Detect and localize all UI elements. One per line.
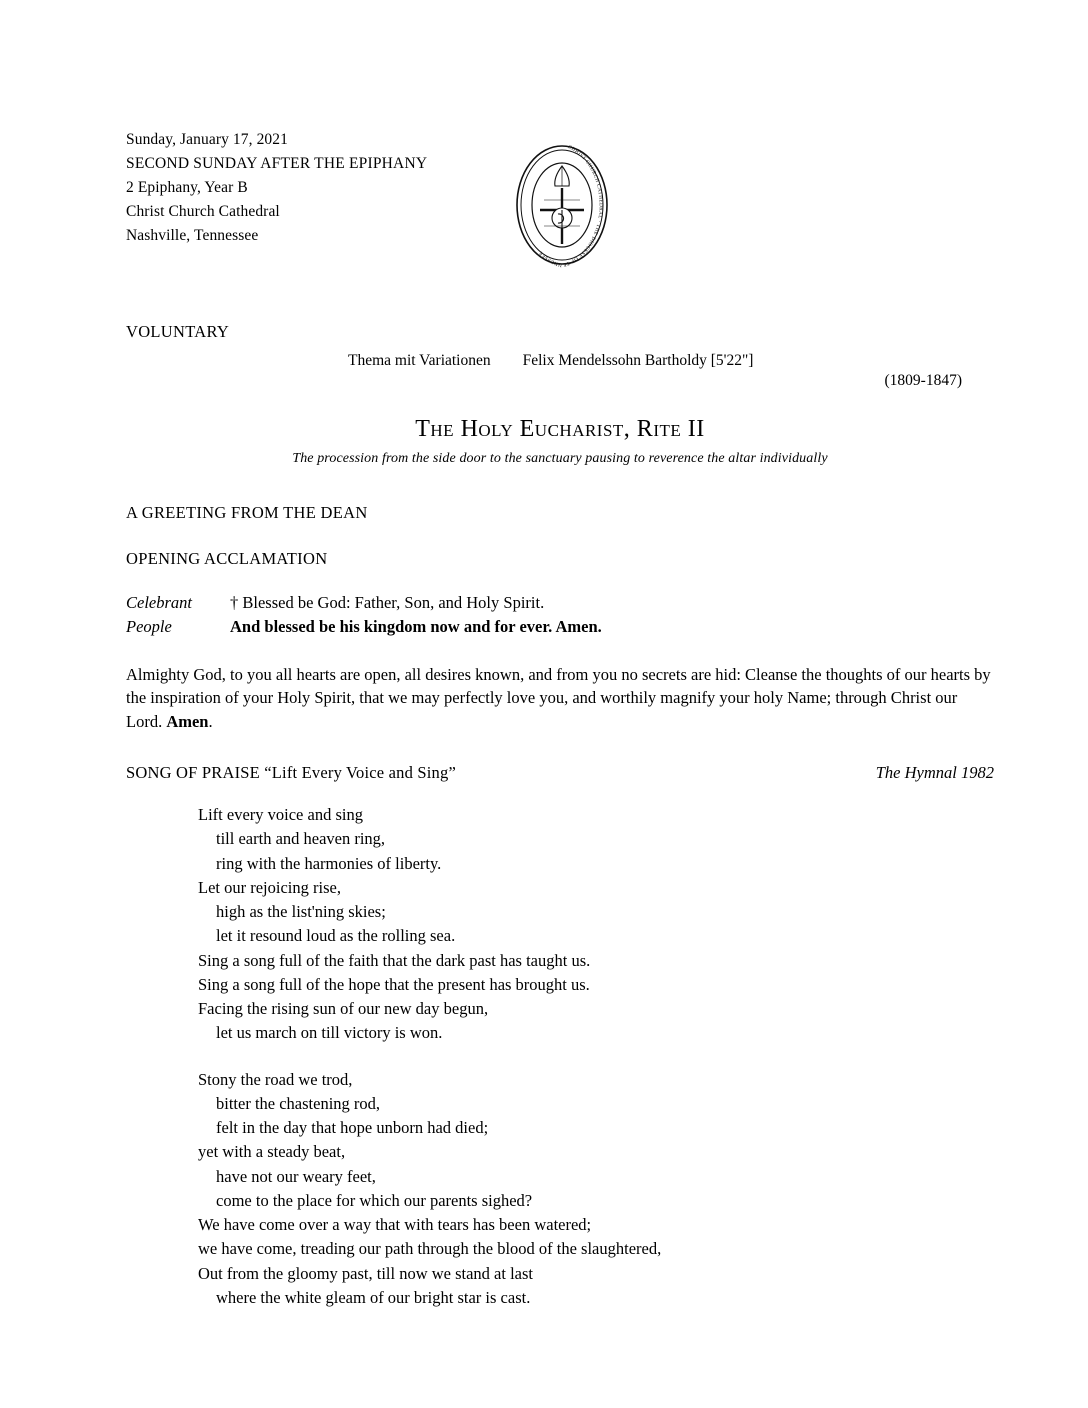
hymn-line: Sing a song full of the hope that the present has brought us. <box>198 974 590 994</box>
hymn-line: We have come over a way that with tears has been watered; <box>198 1215 592 1235</box>
rite-rubric: The procession from the side door to the sanctuary pausing to reverence the altar individually <box>292 451 828 466</box>
service-occasion: SECOND SUNDAY AFTER THE EPIPHANY <box>126 155 428 173</box>
voluntary-composer: Felix Mendelssohn Bartholdy [5'22"] <box>522 352 754 369</box>
collect-for-purity <box>126 663 994 733</box>
song-of-praise-label: SONG OF PRAISE “Lift Every Voice and Sing” <box>126 763 456 783</box>
hymn-line: Lift every voice and sing <box>198 805 363 825</box>
hymn-line: where the white gleam of our bright star is cast. <box>216 1287 531 1307</box>
acclamation-heading: OPENING ACCLAMATION <box>126 549 328 568</box>
hymn-line: we have come, treading our path through the blood of the slaughtered, <box>198 1239 662 1259</box>
rite-title: The Holy Eucharist, Rite II <box>415 416 705 442</box>
hymn-line: Out from the gloomy past, till now we stand at last <box>198 1263 533 1283</box>
hymn-line: till earth and heaven ring, <box>216 829 386 849</box>
hymn-line: high as the list'ning skies; <box>216 902 386 922</box>
hymn-line: Sing a song full of the faith that the dark past has taught us. <box>198 950 591 970</box>
song-of-praise-row <box>126 763 994 783</box>
church-name: Christ Church Cathedral <box>126 203 280 221</box>
collect-body: Almighty God, to you all hearts are open, all desires known, and from you no secrets are hid: Cleanse the thoughts of our hearts by the inspiration of your Holy Spirit, that we may perfectly love you, and worthily magnify your holy Name; through Christ our Lord. <box>126 664 991 731</box>
hymn-line: let us march on till victory is won. <box>216 1023 443 1043</box>
service-date: Sunday, January 17, 2021 <box>126 131 288 148</box>
hymn-line: come to the place for which our parents sighed? <box>216 1190 533 1210</box>
voluntary-composer-dates: (1809-1847) <box>884 372 962 389</box>
hymn-line: bitter the chastening rod, <box>216 1093 381 1113</box>
people-text: And blessed be his kingdom now and for ever. Amen. <box>230 616 602 636</box>
hymn-line: Let our rejoicing rise, <box>198 877 341 897</box>
voluntary-music-row <box>126 352 994 370</box>
svg-text:CHRIST CHURCH CATHEDRAL · THE: CHRIST CHURCH CATHEDRAL · THE DIOCESE OF TENNESSEE <box>537 144 604 268</box>
hymn-stanza <box>198 803 994 1046</box>
hymn-line: Facing the rising sun of our new day begun, <box>198 999 489 1019</box>
hymn-line: have not our weary feet, <box>216 1166 376 1186</box>
document-header <box>126 128 994 278</box>
collect-period: . <box>208 711 213 731</box>
celebrant-line <box>126 591 994 615</box>
hymn-line: Stony the road we trod, <box>198 1069 353 1089</box>
cathedral-seal-icon <box>508 140 616 270</box>
celebrant-text: † Blessed be God: Father, Son, and Holy Spirit. <box>230 593 545 612</box>
hymn-line: let it resound loud as the rolling sea. <box>216 926 456 946</box>
hymn-stanza <box>198 1068 994 1311</box>
service-season: 2 Epiphany, Year B <box>126 179 248 197</box>
people-line <box>126 615 994 639</box>
celebrant-label: Celebrant <box>126 593 192 612</box>
greeting-heading: A GREETING FROM THE DEAN <box>126 503 368 522</box>
hymn-text <box>198 803 994 1310</box>
voluntary-heading: VOLUNTARY <box>126 322 230 341</box>
song-of-praise-source: The Hymnal 1982 <box>875 763 994 783</box>
document-content <box>126 128 994 1332</box>
collect-amen: Amen <box>166 711 209 731</box>
hymn-line: yet with a steady beat, <box>198 1142 346 1162</box>
voluntary-title: Thema mit Variationen <box>348 352 491 369</box>
people-label: People <box>126 616 172 636</box>
church-city: Nashville, Tennessee <box>126 227 259 245</box>
acclamation-dialogue <box>126 591 994 639</box>
hymn-line: ring with the harmonies of liberty. <box>216 853 442 873</box>
hymn-line: felt in the day that hope unborn had died; <box>216 1118 489 1138</box>
